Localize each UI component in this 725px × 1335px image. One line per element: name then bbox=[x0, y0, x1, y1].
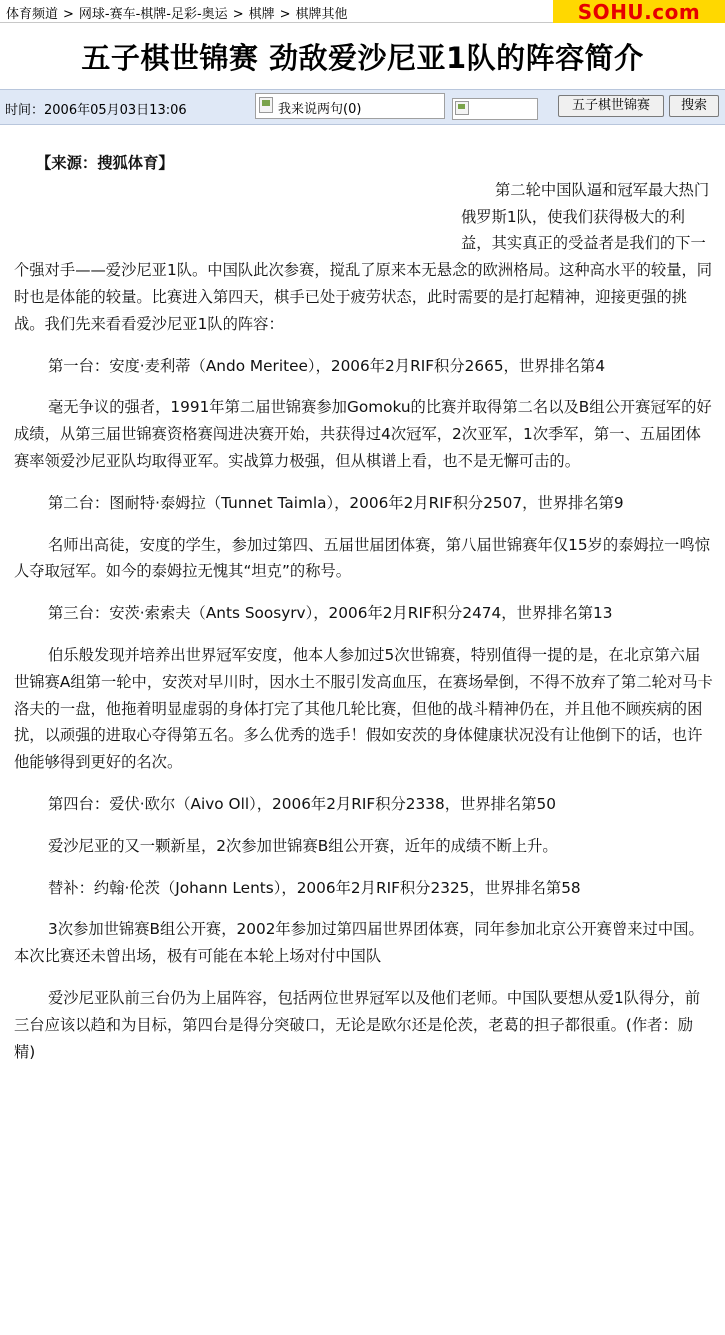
article-source: 【来源：搜狐体育】 bbox=[36, 154, 174, 172]
breadcrumb-other-chess[interactable]: 棋牌其他 bbox=[295, 7, 348, 22]
breadcrumb bbox=[6, 3, 348, 22]
page-title: 五子棋世锦赛 劲敌爱沙尼亚1队的阵容简介 bbox=[81, 40, 644, 75]
breadcrumb-separator: > bbox=[63, 7, 74, 22]
top-bar bbox=[0, 0, 725, 23]
article-paragraph: 伯乐般发现并培养出世界冠军安度，他本人参加过5次世锦赛，特别值得一提的是，在北京第六届世锦赛A组第一轮中，安茨对早川时，因水土不服引发高血压，在赛场晕倒，不得不放弃了第二轮对马卡洛夫的一盘，他拖着明显虚弱的身体打完了其他几轮比赛，但他的战斗精神仍在，并且他不顾疾病的困扰，以顽强的进取心夺得第五名。多么优秀的选手！假如安茨的身体健康状况没有让他倒下的话，也许他能够得到更好的名次。 bbox=[14, 645, 713, 772]
article-paragraph: 毫无争议的强者，1991年第二届世锦赛参加Gomoku的比赛并取得第二名以及B组公开赛冠军的好成绩，从第三届世锦赛资格赛闯进决赛开始，共获得过4次冠军，2次亚军，1次季军，第一、五届团体赛率领爱沙尼亚队均取得亚军。实战算力极强，但从棋谱上看，也不是无懈可击的。 bbox=[14, 398, 712, 470]
article-body bbox=[0, 125, 725, 1065]
board4-heading: 第四台：爱伏·欧尔（Aivo Oll），2006年2月RIF积分2338，世界排名第50 bbox=[48, 794, 556, 813]
broken-image-icon bbox=[259, 97, 273, 113]
comment-link[interactable] bbox=[255, 93, 445, 119]
article-conclusion: 爱沙尼亚队前三台仍为上届阵容，包括两位世界冠军以及他们老师。中国队要想从爱1队得分，前三台应该以趋和为目标，第四台是得分突破口，无论是欧尔还是伦茨，老葛的担子都很重。(作者：励精) bbox=[14, 988, 701, 1061]
article-paragraph: 名师出高徒，安度的学生，参加过第四、五届世届团体赛，第八届世锦赛年仅15岁的泰姆拉一鸣惊人夺取冠军。如今的泰姆拉无愧其“坦克”的称号。 bbox=[14, 535, 710, 581]
meta-bar bbox=[0, 89, 725, 125]
substitute-heading: 替补：约翰·伦茨（Johann Lents），2006年2月RIF积分2325，世界排名第58 bbox=[48, 878, 581, 897]
sohu-logo-text: SOHU.com bbox=[577, 0, 701, 24]
board3-heading: 第三台：安茨·索索夫（Ants Soosyrv），2006年2月RIF积分2474，世界排名第13 bbox=[48, 604, 613, 623]
breadcrumb-separator: > bbox=[279, 7, 291, 22]
sohu-logo[interactable] bbox=[553, 0, 725, 23]
broken-image-icon bbox=[452, 98, 538, 120]
comment-link-label: 我来说两句(0) bbox=[278, 102, 362, 117]
article-paragraph: 3次参加世锦赛B组公开赛，2002年参加过第四届世界团体赛，同年参加北京公开赛曾来过中国。本次比赛还未曾出场，极有可能在本轮上场对付中国队 bbox=[14, 920, 704, 966]
breadcrumb-tennis-racing-chess[interactable]: 网球-赛车-棋牌-足彩-奥运 bbox=[78, 7, 228, 22]
publish-time: 时间：2006年05月03日13:06 bbox=[5, 103, 187, 118]
breadcrumb-sports-channel[interactable]: 体育频道 bbox=[6, 7, 59, 22]
board2-heading: 第二台：图耐特·泰姆拉（Tunnet Taimla），2006年2月RIF积分2507，世界排名第9 bbox=[48, 493, 624, 512]
board1-heading: 第一台：安度·麦利蒂（Ando Meritee），2006年2月RIF积分2665，世界排名第4 bbox=[48, 356, 606, 375]
article-paragraph: 爱沙尼亚的又一颗新星，2次参加世锦赛B组公开赛，近年的成绩不断上升。 bbox=[48, 836, 558, 855]
tag-button[interactable]: 五子棋世锦赛 bbox=[558, 95, 664, 117]
float-spacer bbox=[14, 177, 461, 257]
search-button[interactable]: 搜索 bbox=[669, 95, 719, 117]
article-paragraph: 第二轮中国队逼和冠军最大热门俄罗斯1队，使我们获得极大的利益，其实真正的受益者是我们的下一个强对手——爱沙尼亚1队。中国队此次参赛，搅乱了原来本无悬念的欧洲格局。这种高水平的较量，同时也是体能的较量。比赛进入第四天，棋手已处于疲劳状态，此时需要的是打起精神，迎接更强的挑战。我们先来看看爱沙尼亚1队的阵容： bbox=[14, 180, 713, 333]
breadcrumb-chess-cards[interactable]: 棋牌 bbox=[248, 7, 275, 22]
breadcrumb-separator: > bbox=[232, 7, 244, 22]
